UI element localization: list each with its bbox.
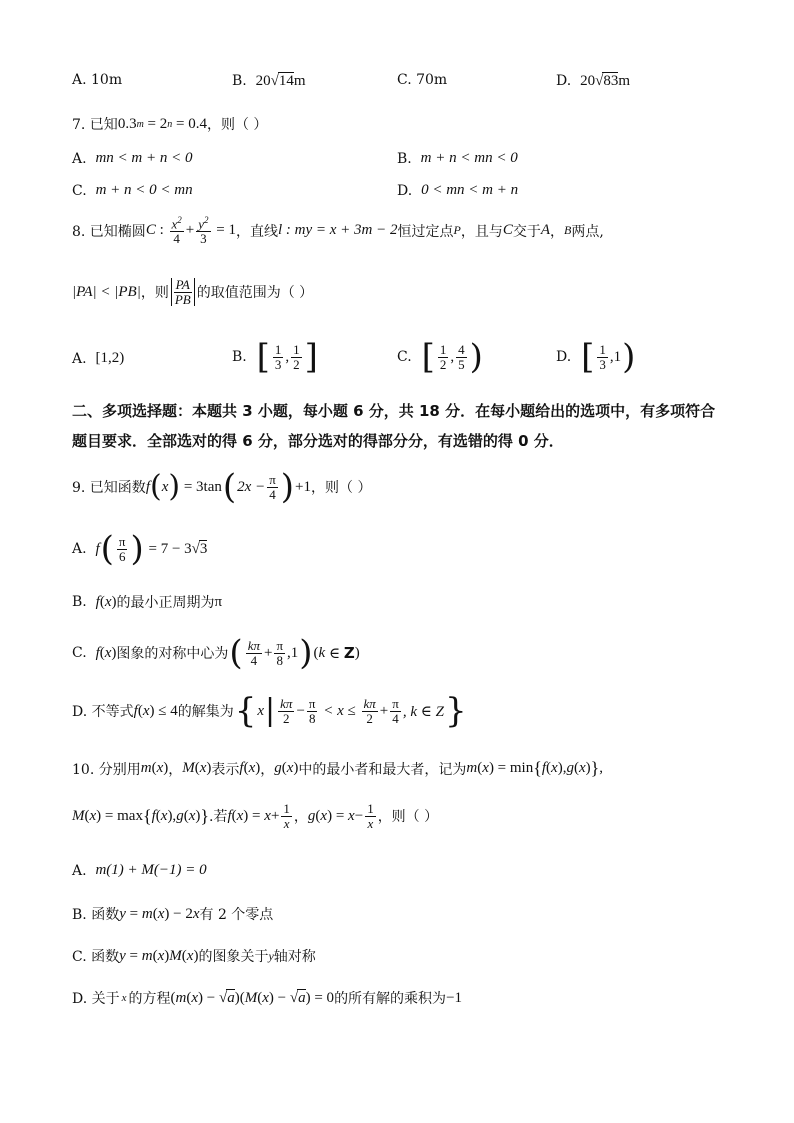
q9-option-d: D. 不等式 f ( x ) ≤ 4 的解集为 { x | $\frac{k\pi}{2}$ − $\frac{\pi}{8}$ < x ≤ $\frac{k\pi}{2}$ + $\frac{\pi}{4}$ , k ∈ Z } [72,691,467,731]
q8-option-a: A. [1,2) [72,350,125,367]
q6-option-b: B. 20 √ 14 m [232,72,306,89]
q6-option-d: D. 20 √ 83 m [556,72,630,89]
q9-option-c: C. f ( x ) 图象的对称中心为 ( $\frac{k\pi}{4}$ + $\frac{\pi}{8}$ ,1 ) ( k ∈ Z ) [72,633,360,673]
q8-stem: 8. 已知椭圆 C : $\frac{x^2}{4}$ + $\frac{y^2}{3}$ = 1 ，直线 l : my = x + 3m − 2 恒过定点 P ，且与 C 交于 A ， B 两点, [72,215,604,246]
q6-option-a: A. 10m [72,72,123,88]
q8-option-d: D. [ $\frac{1}{3}$ ,1 ) [556,337,636,377]
q10-option-d: D. 关于 x 的方程 ( m ( x ) − √ a )( M ( x ) − √ a ) = 0 的所有解的乘积为 −1 [72,989,463,1007]
q7-option-d: D. 0 < mn < m + n [397,182,519,199]
q10-stem-line1: 10. 分别用 m ( x ) ， M ( x ) 表示 f ( x ) ， g ( x ) 中的最小者和最大者，记为 m ( x ) = min { f ( x ), g ( x ) } , [72,758,604,778]
q10-option-a: A. m(1) + M(−1) = 0 [72,862,207,879]
q10-option-b: B. 函数 y = m ( x ) − 2 x 有 2 个零点 [72,905,274,923]
q7-option-a: A. mn < m + n < 0 [72,150,193,167]
q8-condition: |PA| < |PB| ，则 $\frac{PA}{PB}$ 的取值范围为（ ） [72,277,314,307]
q6-option-c: C. 70m [397,72,448,88]
q7-stem: 7. 已知 0.3 m = 2 n = 0.4 ，则（ ） [72,115,268,133]
q10-stem-line2: M ( x ) = max { f ( x ), g ( x ) } .若 f ( x ) = x + $\frac{1}{x}$ ， g ( x ) = x − $\frac{1}{x}$ ，则（ ） [72,801,439,831]
q9-option-a: A. f ( $\frac{\pi}{6}$ ) = 7 − 3√ 3 [72,529,208,569]
q9-stem: 9. 已知函数 f ( x ) = 3tan ( 2x − $\frac{\pi}{4}$ ) +1 ，则（ ） [72,467,372,507]
q8-option-b: B. [ $\frac{1}{3}$ , $\frac{1}{2}$ ] [232,337,318,377]
q7-option-c: C. m + n < 0 < mn [72,182,193,199]
q7-option-b: B. m + n < mn < 0 [397,150,518,167]
q9-option-b: B. f ( x ) 的最小正周期为 π [72,593,223,611]
section-2-heading: 二、多项选择题：本题共 3 小题，每小题 6 分，共 18 分．在每小题给出的选项中，有多项符合题目要求．全部选对的得 6 分，部分选对的得部分分，有选错的得 0 分． [72,402,716,450]
q10-option-c: C. 函数 y = m ( x ) M ( x ) 的图象关于 y 轴对称 [72,947,316,965]
q8-option-c: C. [ $\frac{1}{2}$ , $\frac{4}{5}$ ) [397,337,483,377]
